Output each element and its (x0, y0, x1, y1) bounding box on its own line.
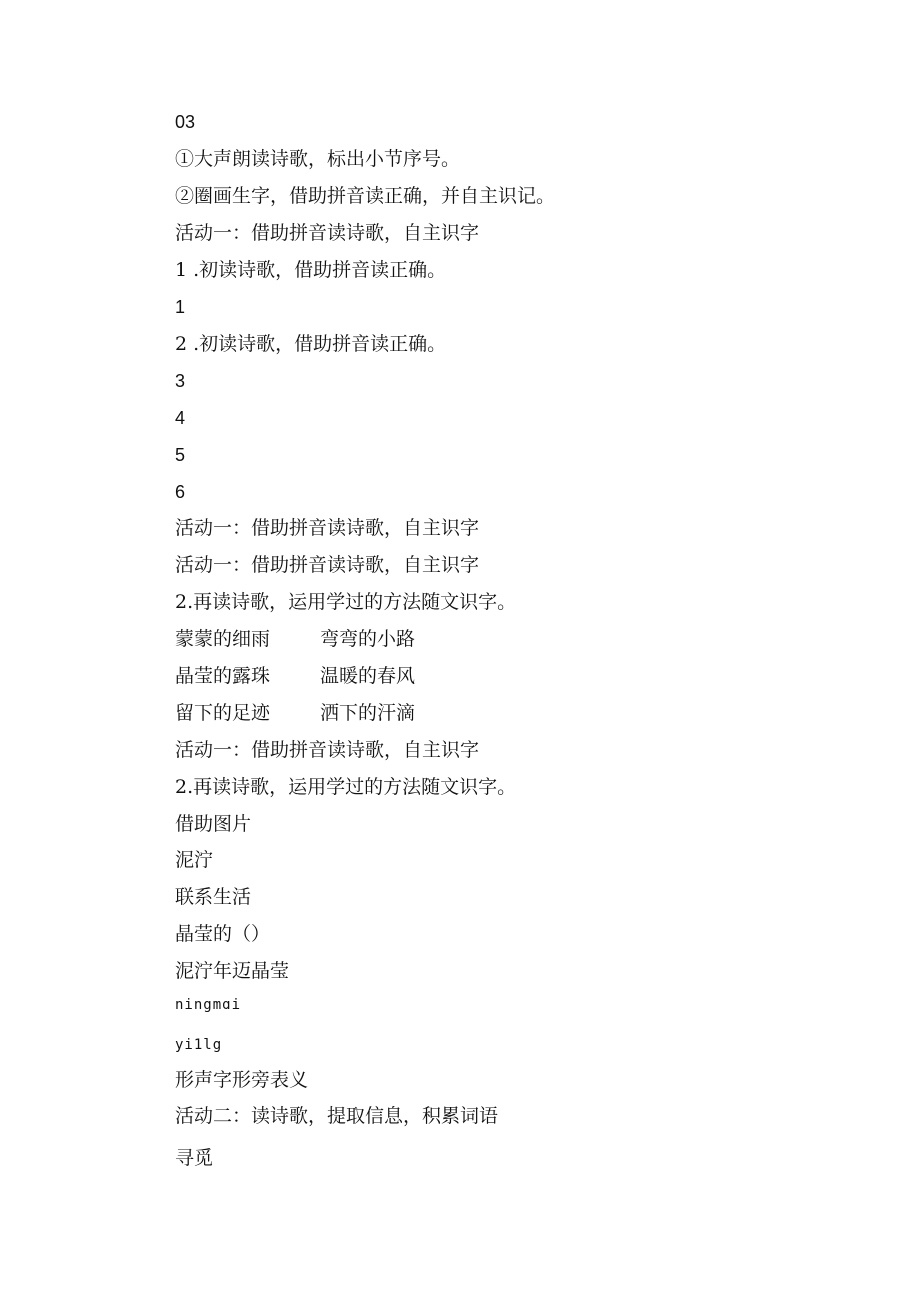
number-line: 3 (175, 371, 186, 391)
note-line: 形声字形旁表义 (175, 1069, 309, 1091)
number-line: 5 (175, 445, 186, 465)
activity-heading: 活动一：借助拼音读诗歌，自主识字 (175, 222, 480, 244)
task-line: 2.再读诗歌，运用学过的方法随文识字。 (175, 591, 517, 613)
page-number: 03 (175, 112, 196, 132)
activity-heading: 活动二：读诗歌，提取信息，积累词语 (175, 1105, 499, 1127)
method-line: 联系生活 (175, 886, 252, 908)
pinyin-line: yi1lg (175, 1037, 223, 1053)
task-line: 2.再读诗歌，运用学过的方法随文识字。 (175, 776, 517, 798)
vocab-line: 泥泞年迈晶莹 (175, 960, 290, 982)
activity-heading: 活动一：借助拼音读诗歌，自主识字 (175, 739, 480, 761)
word-pair-left: 蒙蒙的细雨 (175, 628, 271, 650)
method-line: 借助图片 (175, 813, 252, 835)
pinyin-line: ningmɑi (175, 997, 242, 1013)
activity-heading: 活动一：借助拼音读诗歌，自主识字 (175, 554, 480, 576)
activity-heading: 活动一：借助拼音读诗歌，自主识字 (175, 517, 480, 539)
word-pair-right: 弯弯的小路 (320, 628, 416, 650)
word-pair-right: 温暖的春风 (320, 665, 416, 687)
vocab-line: 泥泞 (175, 849, 214, 871)
number-line: 6 (175, 482, 186, 502)
fill-blank-line: 晶莹的（） (175, 923, 271, 945)
instruction-line: ②圈画生字，借助拼音读正确，并自主识记。 (175, 185, 556, 207)
number-line: 4 (175, 408, 186, 428)
task-line: 2 .初读诗歌，借助拼音读正确。 (175, 333, 447, 355)
task-line: 1 .初读诗歌，借助拼音读正确。 (175, 259, 447, 281)
instruction-line: ①大声朗读诗歌，标出小节序号。 (175, 148, 461, 170)
word-pair-left: 晶莹的露珠 (175, 665, 271, 687)
word-pair-right: 洒下的汗滴 (320, 702, 416, 724)
vocab-line: 寻觅 (175, 1147, 214, 1169)
number-line: 1 (175, 297, 186, 317)
word-pair-left: 留下的足迹 (175, 702, 271, 724)
